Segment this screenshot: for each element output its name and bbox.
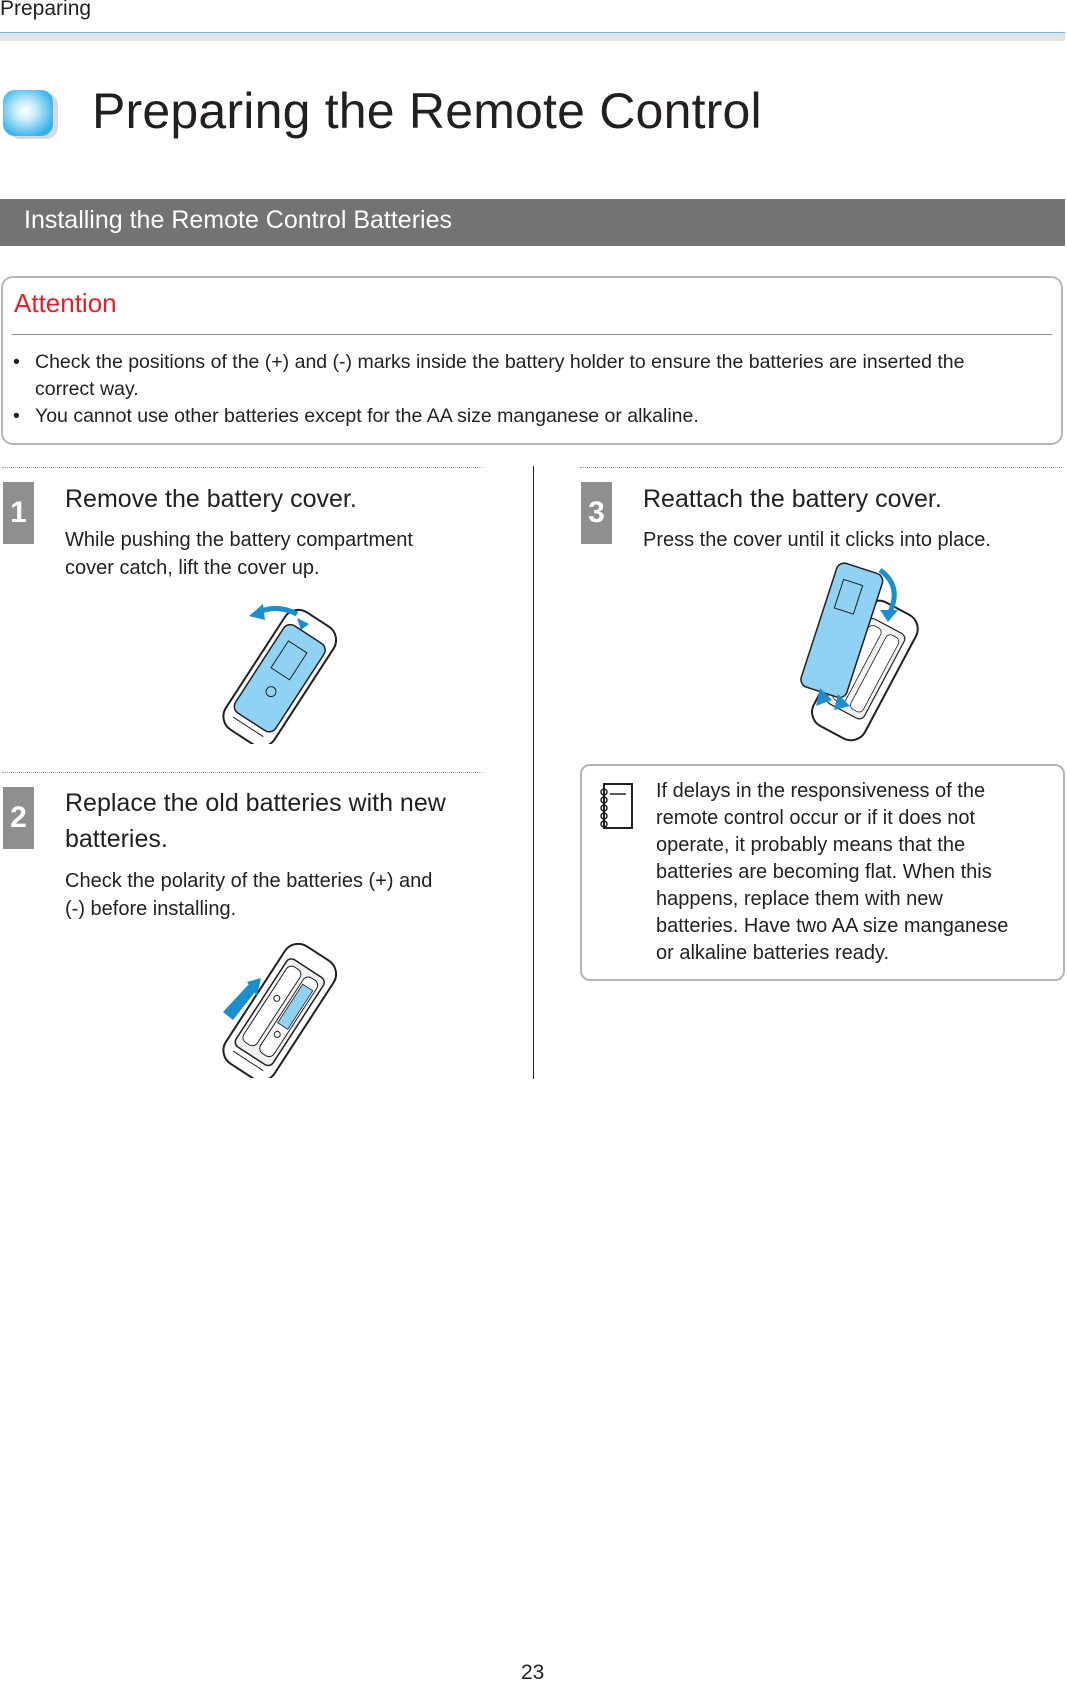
page-number: 23 bbox=[521, 1661, 545, 1684]
notepad-icon bbox=[596, 782, 636, 832]
step-title: Replace the old batteries with new bbox=[65, 789, 446, 817]
step-number-badge: 3 bbox=[581, 482, 612, 544]
bullet-dot: • bbox=[13, 351, 20, 373]
step-body-continued: cover catch, lift the cover up. bbox=[65, 557, 320, 579]
step-title: Remove the battery cover. bbox=[65, 485, 357, 513]
cover-reattach-illustration bbox=[784, 560, 924, 746]
running-head: Preparing bbox=[0, 0, 92, 20]
remote-cover-removal-illustration bbox=[205, 598, 355, 744]
step-separator bbox=[2, 467, 482, 468]
step-body: Press the cover until it clicks into place. bbox=[643, 529, 991, 551]
note-line: batteries. Have two AA size manganese bbox=[656, 915, 1009, 937]
step-body: While pushing the battery compartment bbox=[65, 529, 413, 551]
step-separator bbox=[580, 467, 1062, 468]
note-line: remote control occur or if it does not bbox=[656, 807, 976, 829]
step-title-continued: batteries. bbox=[65, 825, 168, 853]
page-title: Preparing the Remote Control bbox=[92, 83, 762, 139]
attention-divider bbox=[12, 334, 1052, 335]
attention-bullet bbox=[13, 349, 1053, 403]
light-bulb-icon bbox=[2, 89, 60, 141]
note-line: happens, replace them with new bbox=[656, 888, 943, 910]
header-band bbox=[0, 33, 1065, 41]
battery-insertion-illustration bbox=[205, 932, 355, 1078]
step-body-continued: (-) before installing. bbox=[65, 898, 237, 920]
step-number-badge: 2 bbox=[3, 787, 34, 849]
bullet-dot: • bbox=[13, 405, 20, 427]
note-line: or alkaline batteries ready. bbox=[656, 942, 890, 964]
step-separator bbox=[2, 772, 482, 773]
step-number-badge: 1 bbox=[3, 482, 34, 544]
attention-title: Attention bbox=[14, 288, 117, 318]
step-title: Reattach the battery cover. bbox=[643, 485, 942, 513]
attention-bullet bbox=[13, 403, 1053, 430]
bullet-text: You cannot use other batteries except for the AA size manganese or alkaline. bbox=[35, 405, 699, 427]
note-text bbox=[656, 778, 1056, 967]
note-line: operate, it probably means that the bbox=[656, 834, 966, 856]
bullet-text: Check the positions of the (+) and (-) marks inside the battery holder to ensure the batteries are inserted the bbox=[35, 351, 965, 373]
step-body: Check the polarity of the batteries (+) and bbox=[65, 870, 433, 892]
bullet-text-continued: correct way. bbox=[35, 378, 139, 400]
note-line: If delays in the responsiveness of the bbox=[656, 780, 986, 802]
section-title: Installing the Remote Control Batteries bbox=[24, 206, 452, 234]
note-line: batteries are becoming flat. When this bbox=[656, 861, 992, 883]
column-divider bbox=[533, 466, 534, 1079]
